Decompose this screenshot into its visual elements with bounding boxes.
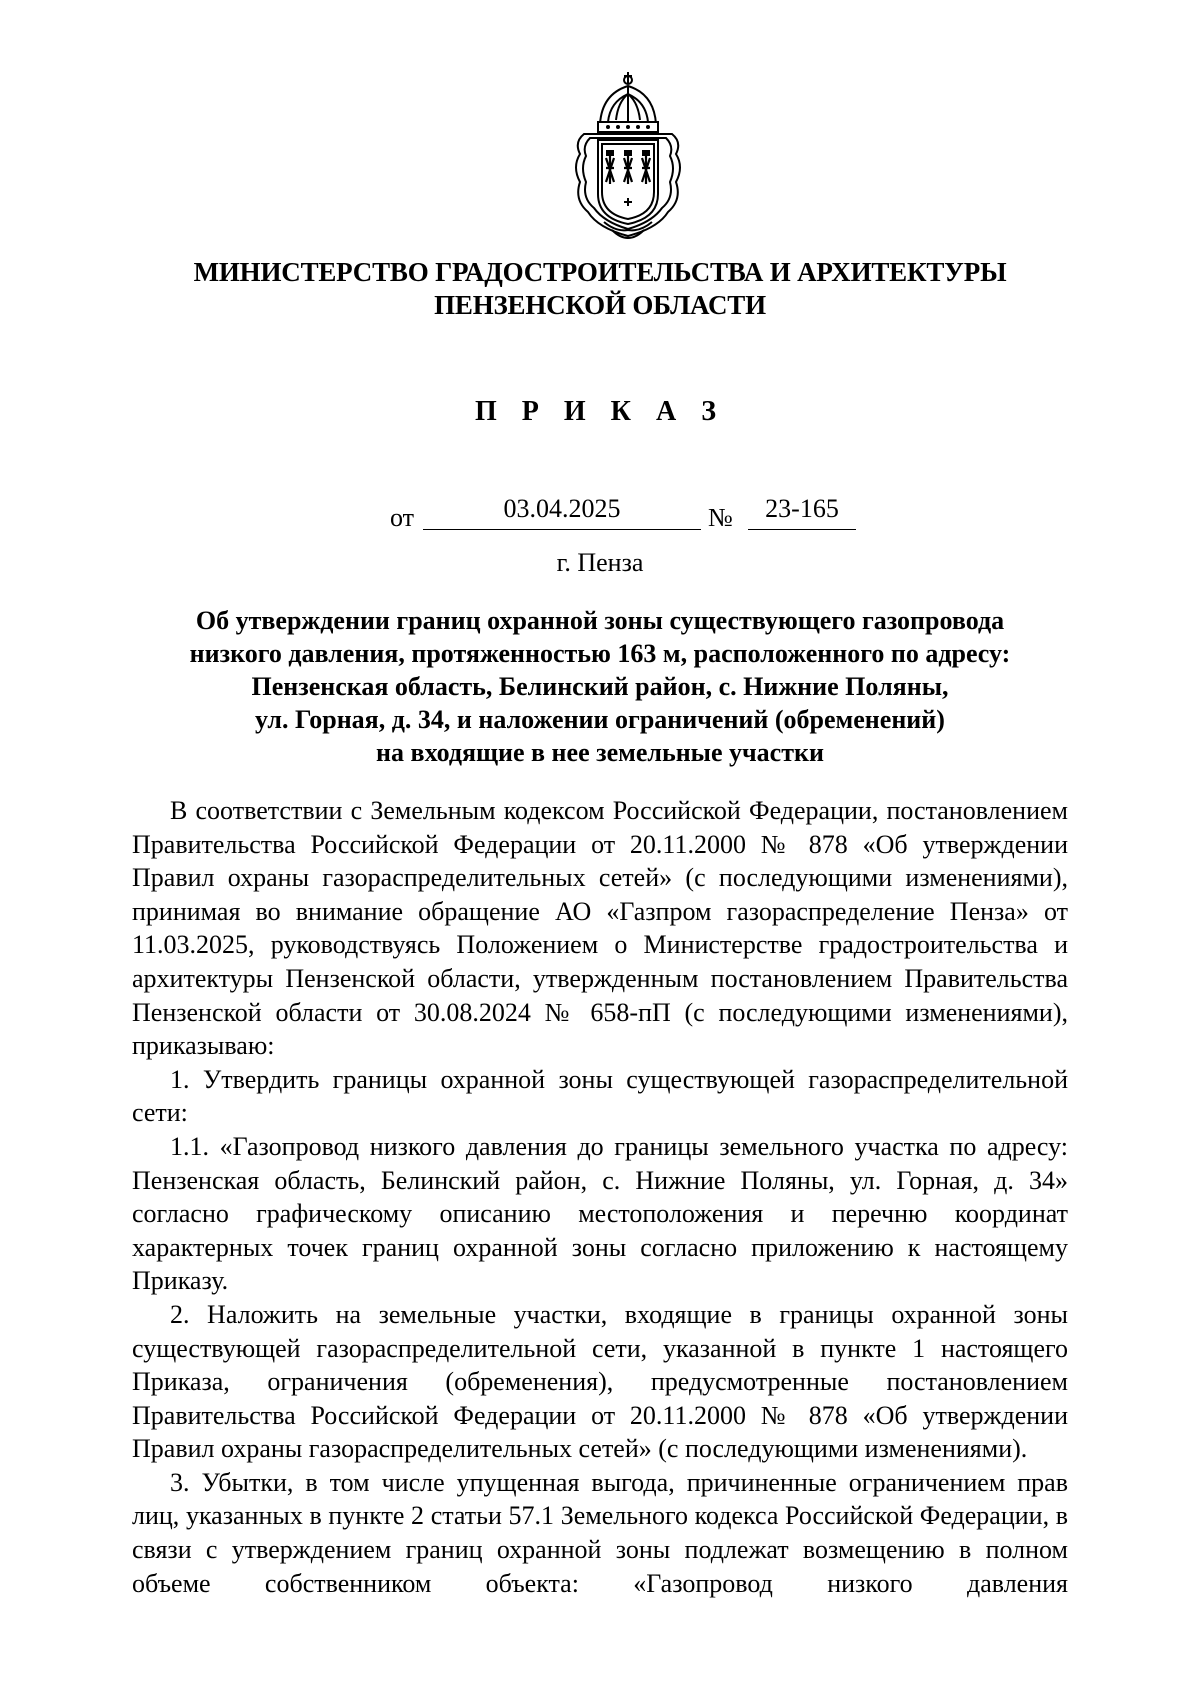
date-number-line [390, 495, 890, 535]
order-subject [130, 604, 1070, 769]
city-name: г. Пенза [556, 548, 644, 577]
date-prefix: от [390, 503, 415, 532]
subject-line: Об утверждении границ охранной зоны существующего газопровода [195, 606, 1005, 635]
subject-line: Пензенская область, Белинский район, с. Нижние Поляны, [251, 672, 949, 701]
body-paragraph-item-2: 2. Наложить на земельные участки, входящие в границы охранной зоны существующей газораспределительной сети, указанной в пункте 1 настоящего Приказа, ограничения (обременения), предусмотренные постановлением Правительства Российской Федерации от 20.11.2000 № 878 «Об утверждении Правил охраны газораспределительных сетей» (с последующими изменениями). [132, 1299, 1068, 1464]
ministry-name-line: ПЕНЗЕНСКОЙ ОБЛАСТИ [434, 290, 766, 320]
body-paragraph-preamble: В соответствии с Земельным кодексом Российской Федерации, постановлением Правительства Российской Федерации от 20.11.2000 № 878 «Об утверждении Правил охраны газораспределительных сетей» (с последующими изменениями), принимая во внимание обращение АО «Газпром газораспределение Пенза» от 11.03.2025, руководствуясь Положением о Министерстве градостроительства и архитектуры Пензенской области, утвержденным постановлением Правительства Пензенской области от 30.08.2024 № 658-пП (с последующими изменениями), приказываю: [132, 796, 1068, 1061]
subject-line: на входящие в нее земельные участки [376, 738, 824, 767]
subject-line: ул. Горная, д. 34, и наложении ограничений (обременений) [255, 705, 945, 734]
subject-line: низкого давления, протяженностью 163 м, расположенного по адресу: [189, 639, 1011, 668]
coat-of-arms-icon [568, 72, 688, 242]
ministry-name-line: МИНИСТЕРСТВО ГРАДОСТРОИТЕЛЬСТВА И АРХИТЕКТУРЫ [193, 257, 1007, 287]
body-paragraph-item-3: 3. Убытки, в том числе упущенная выгода, причиненные ограничением прав лиц, указанных в пункте 2 статьи 57.1 Земельного кодекса Российской Федерации, в связи с утверждением границ охранной зоны подлежат возмещению в полном объеме собственником объекта: «Газопровод низкого давления [132, 1467, 1068, 1598]
document-type-title: П Р И К А З [475, 396, 725, 427]
order-date: 03.04.2025 [423, 495, 701, 530]
body-paragraph-item-1: 1. Утвердить границы охранной зоны существующей газораспределительной сети: [132, 1064, 1068, 1128]
number-sign: № [708, 503, 733, 532]
order-body [132, 794, 1068, 1600]
order-number: 23-165 [748, 495, 856, 530]
body-paragraph-item-1-1: 1.1. «Газопровод низкого давления до границы земельного участка по адресу: Пензенская область, Белинский район, с. Нижние Поляны, ул. Горная, д. 34» согласно графическому описанию местоположения и перечню координат характерных точек границ охранной зоны согласно приложению к настоящему Приказу. [132, 1131, 1068, 1296]
ministry-name [100, 256, 1100, 322]
